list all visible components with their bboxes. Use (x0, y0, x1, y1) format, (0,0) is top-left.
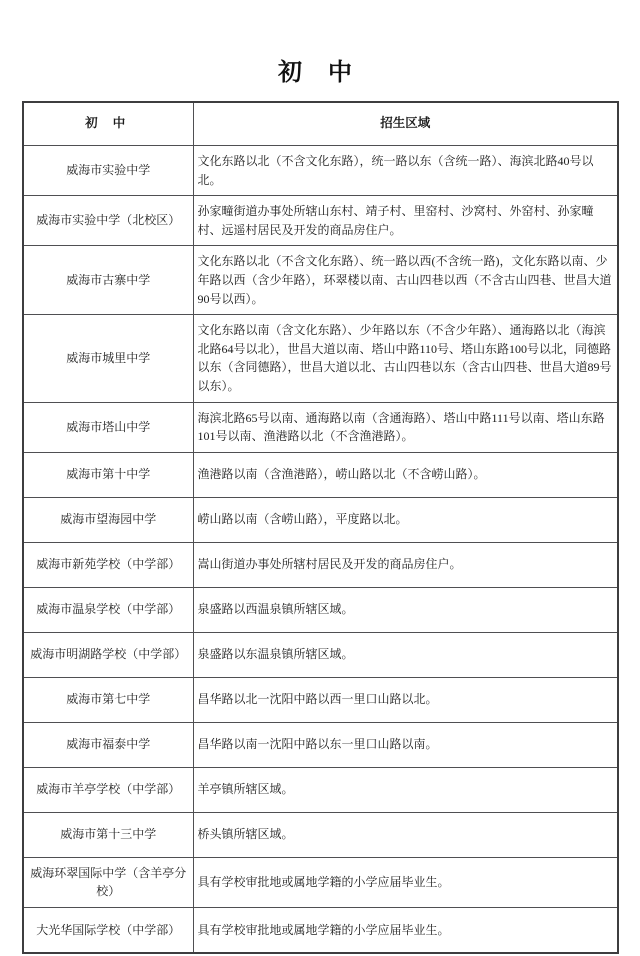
table-body (23, 146, 618, 953)
school-cell: 威海市望海园中学 (23, 497, 193, 542)
table-row (23, 632, 618, 677)
district-cell: 孙家疃街道办事处所辖山东村、靖子村、里窑村、沙窝村、外窑村、孙家疃村、远遥村居民及开发的商品房住户。 (193, 196, 618, 246)
school-cell: 威海市第七中学 (23, 677, 193, 722)
table-row (23, 812, 618, 857)
school-cell: 威海市明湖路学校（中学部） (23, 632, 193, 677)
table-row (23, 767, 618, 812)
table-row (23, 196, 618, 246)
district-cell: 泉盛路以西温泉镇所辖区域。 (193, 587, 618, 632)
district-cell: 崂山路以南（含崂山路），平度路以北。 (193, 497, 618, 542)
school-cell: 威海市福泰中学 (23, 722, 193, 767)
page-title: 初 中 (278, 60, 362, 86)
school-cell: 威海市城里中学 (23, 315, 193, 402)
table-row (23, 722, 618, 767)
district-cell: 桥头镇所辖区域。 (193, 812, 618, 857)
table-row (23, 542, 618, 587)
table-row (23, 587, 618, 632)
district-cell: 具有学校审批地或属地学籍的小学应届毕业生。 (193, 857, 618, 907)
table-row (23, 907, 618, 953)
district-cell: 羊亭镇所辖区域。 (193, 767, 618, 812)
school-cell: 威海市新苑学校（中学部） (23, 542, 193, 587)
table-row (23, 677, 618, 722)
table-row (23, 497, 618, 542)
school-cell: 大光华国际学校（中学部） (23, 907, 193, 953)
district-cell: 泉盛路以东温泉镇所辖区域。 (193, 632, 618, 677)
table-row (23, 857, 618, 907)
district-cell: 具有学校审批地或属地学籍的小学应届毕业生。 (193, 907, 618, 953)
district-cell: 昌华路以南一沈阳中路以东一里口山路以南。 (193, 722, 618, 767)
table-row (23, 452, 618, 497)
school-cell: 威海市塔山中学 (23, 402, 193, 452)
district-cell: 文化东路以北（不含文化东路）、统一路以西(不含统一路)，文化东路以南、少年路以西（含少年路），环翠楼以南、古山四巷以西（不含古山四巷、世昌大道90号以西）。 (193, 246, 618, 315)
table-row (23, 315, 618, 402)
enrollment-district-table (22, 101, 619, 954)
school-cell: 威海环翠国际中学（含羊亭分校） (23, 857, 193, 907)
district-cell: 海滨北路65号以南、通海路以南（含通海路）、塔山中路111号以南、塔山东路101号以南、渔港路以北（不含渔港路）。 (193, 402, 618, 452)
district-cell: 渔港路以南（含渔港路），崂山路以北（不含崂山路）。 (193, 452, 618, 497)
school-cell: 威海市第十中学 (23, 452, 193, 497)
table-row (23, 402, 618, 452)
school-cell: 威海市温泉学校（中学部） (23, 587, 193, 632)
district-cell: 文化东路以南（含文化东路）、少年路以东（不含少年路）、通海路以北（海滨北路64号以北），世昌大道以南、塔山中路110号、塔山东路100号以北，同德路以东（含同德路），世昌大道以北、古山四巷以东（含古山四巷、世昌大道89号以东）。 (193, 315, 618, 402)
school-cell: 威海市羊亭学校（中学部） (23, 767, 193, 812)
district-cell: 嵩山街道办事处所辖村居民及开发的商品房住户。 (193, 542, 618, 587)
school-cell: 威海市实验中学（北校区） (23, 196, 193, 246)
district-cell: 昌华路以北一沈阳中路以西一里口山路以北。 (193, 677, 618, 722)
district-cell: 文化东路以北（不含文化东路），统一路以东（含统一路）、海滨北路40号以北。 (193, 146, 618, 196)
column-header-school: 初 中 (23, 102, 193, 146)
school-cell: 威海市第十三中学 (23, 812, 193, 857)
school-cell: 威海市古寨中学 (23, 246, 193, 315)
column-header-district: 招生区域 (193, 102, 618, 146)
school-cell: 威海市实验中学 (23, 146, 193, 196)
table-row (23, 246, 618, 315)
table-row (23, 146, 618, 196)
table-header-row (23, 102, 618, 146)
